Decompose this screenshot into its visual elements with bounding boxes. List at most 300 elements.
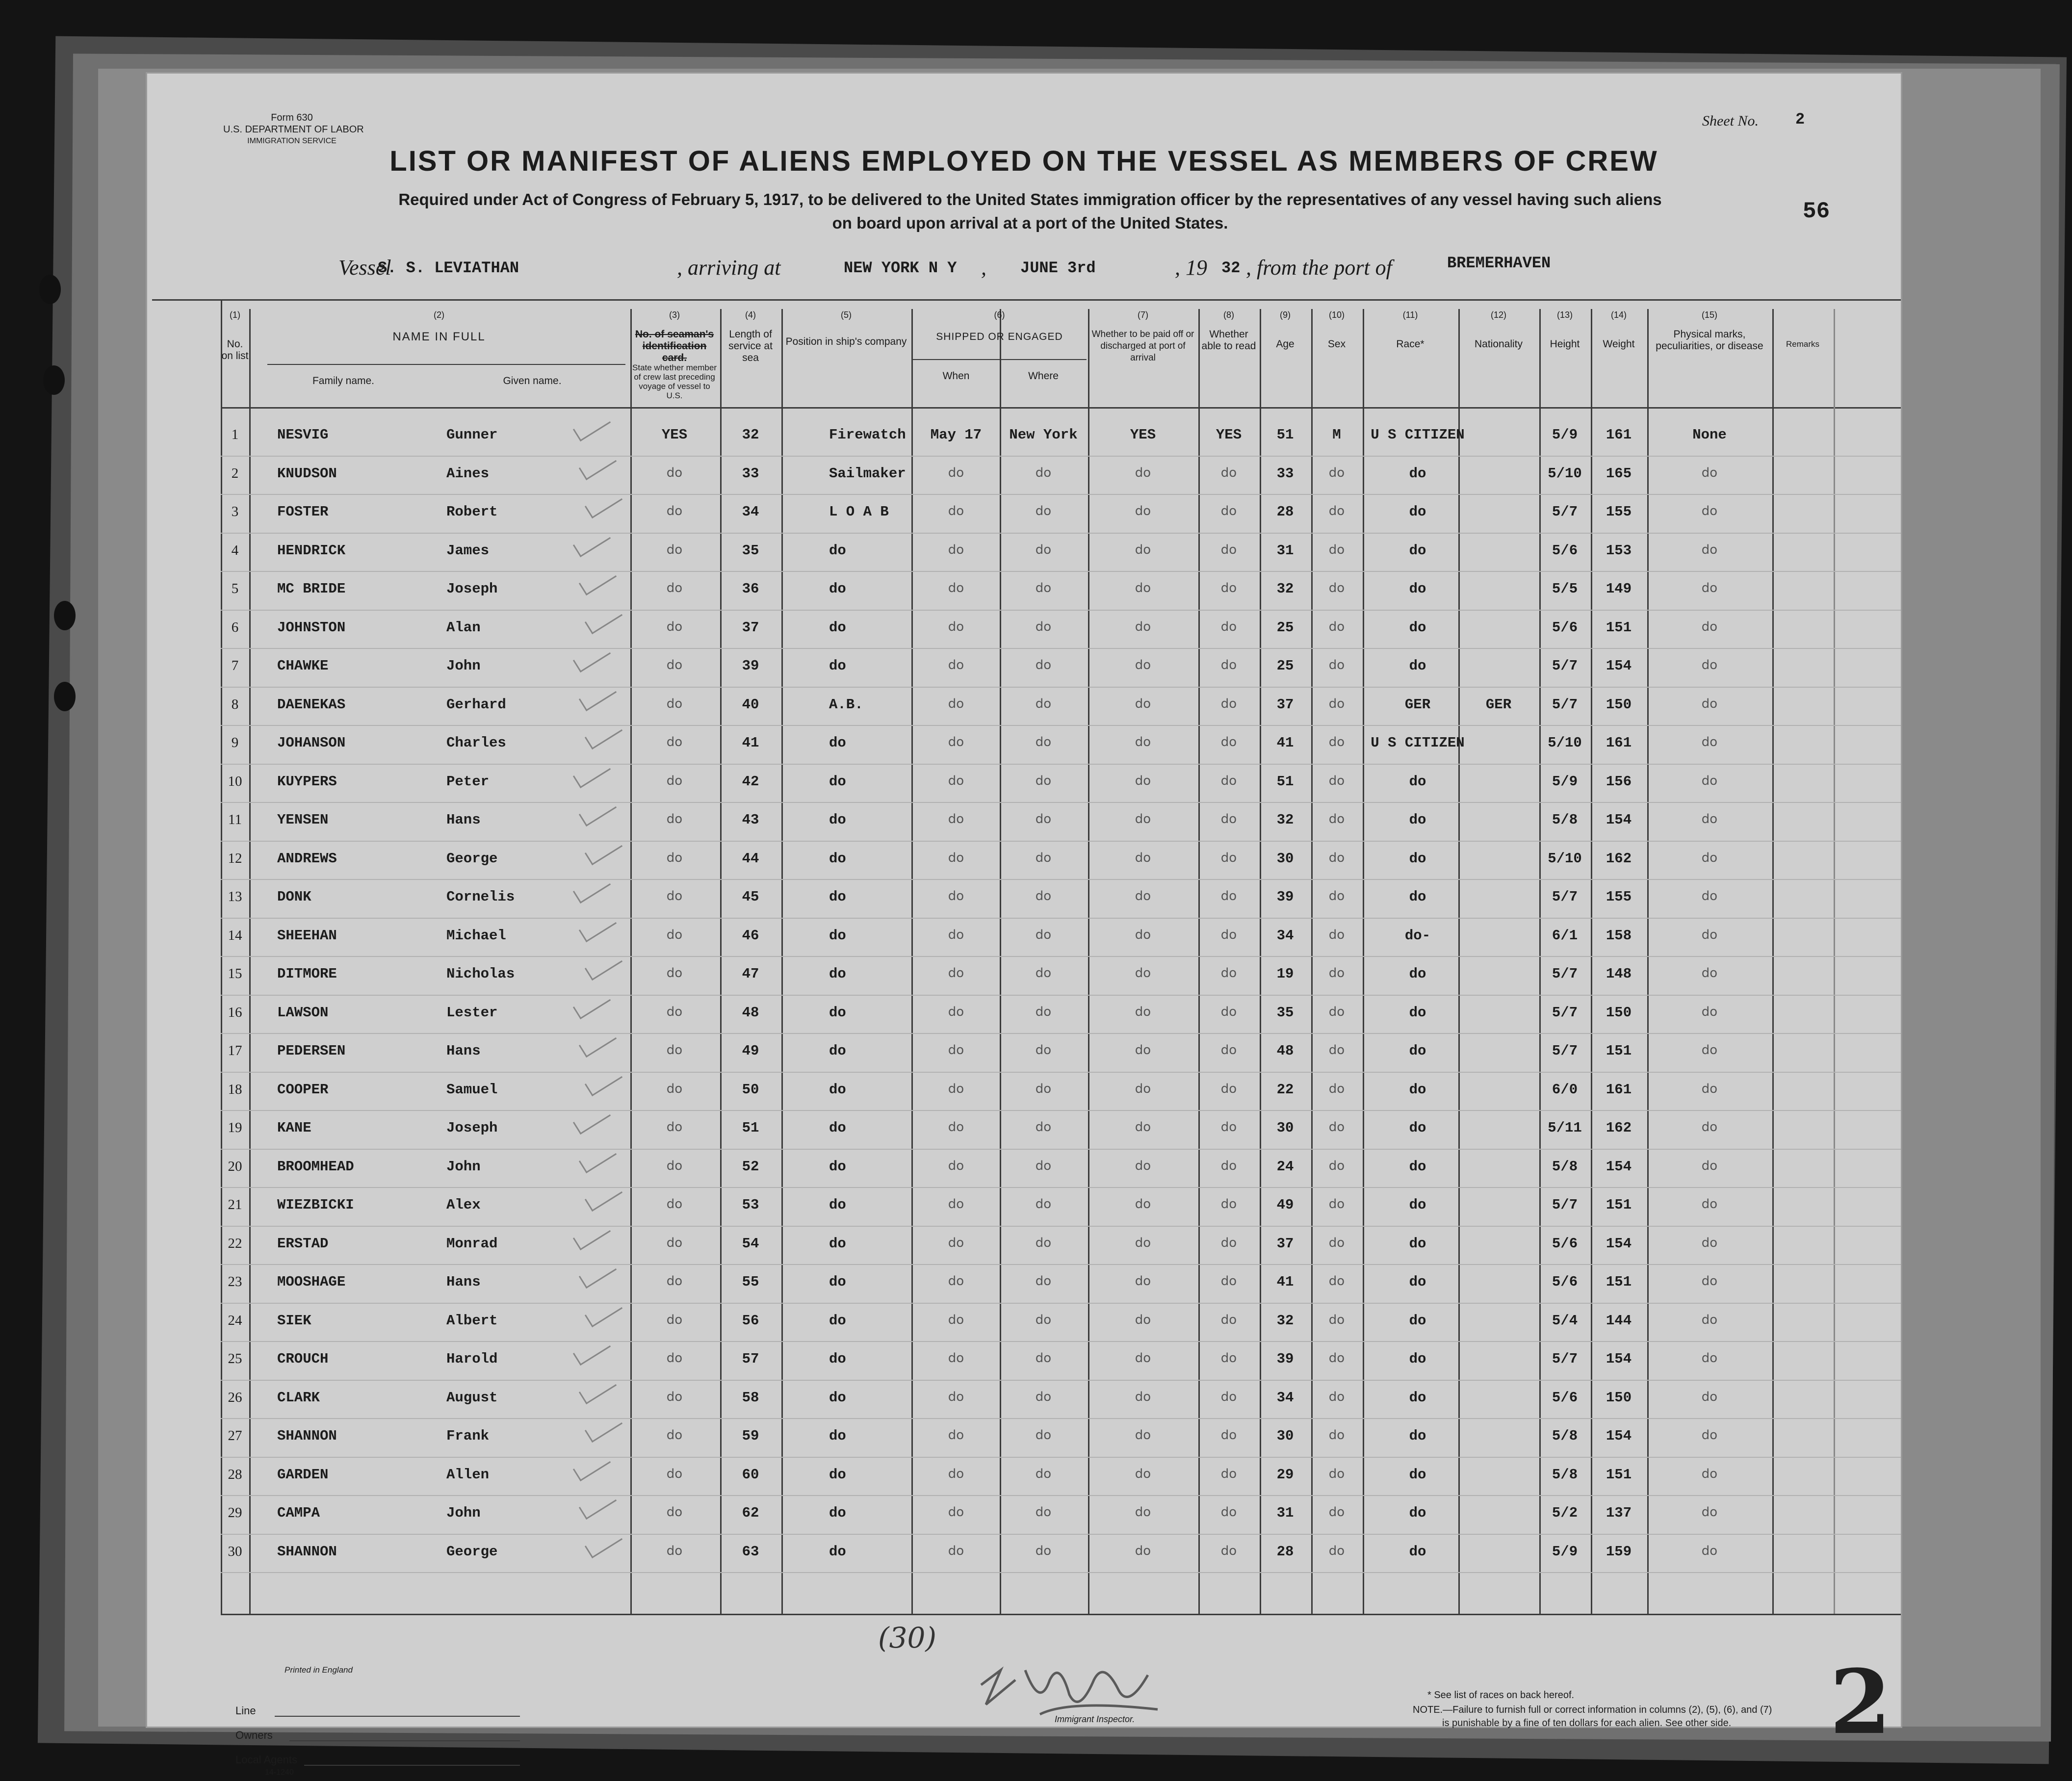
- cell-read: do: [1220, 1120, 1237, 1135]
- cell-service: 43: [742, 812, 759, 828]
- cell-read: YES: [1216, 427, 1242, 443]
- cell-paid: do: [1135, 1389, 1151, 1404]
- header-length-of-service: Length of service at sea: [728, 329, 773, 363]
- cell-read: do: [1220, 619, 1237, 634]
- cell-age: 31: [1276, 542, 1294, 559]
- cell-service: 52: [742, 1158, 759, 1175]
- cell-given: James: [446, 542, 490, 559]
- cell-prev: do: [666, 966, 683, 981]
- cell-given: Robert: [446, 504, 498, 520]
- header-no-on-list: No. on list: [221, 338, 249, 361]
- cell-weight: 155: [1606, 504, 1632, 520]
- cell-paid: do: [1135, 619, 1151, 634]
- cell-family: WIEZBICKI: [277, 1197, 354, 1213]
- form-number: Form 630: [271, 112, 313, 123]
- cell-age: 49: [1276, 1197, 1294, 1213]
- cell-paid: do: [1135, 1312, 1151, 1327]
- cell-family: CLARK: [277, 1389, 320, 1406]
- cell-no: 30: [228, 1543, 242, 1559]
- document-title: LIST OR MANIFEST OF ALIENS EMPLOYED ON THE VESSEL AS MEMBERS OF CREW: [389, 145, 1658, 177]
- cell-age: 28: [1276, 504, 1294, 520]
- cell-where: do: [1035, 1081, 1052, 1096]
- cell-no: 6: [231, 619, 239, 635]
- cell-paid: do: [1135, 812, 1151, 826]
- cell-position: do: [829, 1043, 846, 1059]
- cell-where: do: [1035, 1466, 1052, 1481]
- cell-given: Harold: [446, 1351, 498, 1367]
- cell-given: George: [446, 850, 498, 867]
- arrival-year: 32: [1221, 259, 1241, 277]
- table-row: [147, 764, 1901, 802]
- cell-prev: do: [666, 696, 683, 711]
- arrival-port: NEW YORK N Y: [844, 259, 957, 277]
- cell-service: 50: [742, 1081, 759, 1098]
- year-prefix: , 19: [1175, 256, 1207, 280]
- cell-no: 22: [228, 1235, 242, 1251]
- cell-height: 5/8: [1552, 1466, 1578, 1483]
- cell-race: do: [1409, 542, 1426, 559]
- cell-sex: do: [1328, 1081, 1345, 1096]
- cell-weight: 148: [1606, 966, 1632, 982]
- cell-given: John: [446, 1158, 481, 1175]
- line-label: Line: [235, 1704, 256, 1717]
- cell-paid: do: [1135, 542, 1151, 557]
- cell-when: do: [948, 889, 964, 903]
- table-row: [147, 1495, 1901, 1533]
- cell-given: Nicholas: [446, 966, 515, 982]
- cell-service: 49: [742, 1043, 759, 1059]
- cell-phys: do: [1701, 658, 1718, 672]
- cell-position: do: [829, 1274, 846, 1290]
- cell-prev: do: [666, 1543, 683, 1558]
- cell-prev: do: [666, 1274, 683, 1289]
- cell-sex: do: [1328, 927, 1345, 942]
- cell-no: 26: [228, 1389, 242, 1405]
- cell-age: 37: [1276, 1235, 1294, 1252]
- cell-height: 5/7: [1552, 504, 1578, 520]
- cell-read: do: [1220, 1466, 1237, 1481]
- cell-service: 63: [742, 1543, 759, 1560]
- cell-read: do: [1220, 658, 1237, 672]
- cell-prev: do: [666, 735, 683, 749]
- cell-sex: do: [1328, 1120, 1345, 1135]
- cell-phys: do: [1701, 1120, 1718, 1135]
- form-header: [223, 112, 364, 147]
- cell-phys: do: [1701, 1389, 1718, 1404]
- cell-phys: do: [1701, 889, 1718, 903]
- cell-weight: 154: [1606, 1235, 1632, 1252]
- cell-service: 37: [742, 619, 759, 636]
- cell-race: do: [1409, 1466, 1426, 1483]
- cell-when: do: [948, 1158, 964, 1173]
- page-number: 56: [1803, 199, 1830, 224]
- cell-read: do: [1220, 465, 1237, 480]
- cell-given: August: [446, 1389, 498, 1406]
- cell-paid: do: [1135, 1505, 1151, 1520]
- table-row: [147, 1226, 1901, 1264]
- cell-race: do: [1409, 1004, 1426, 1021]
- service-name: IMMIGRATION SERVICE: [247, 137, 337, 145]
- cell-sex: do: [1328, 1543, 1345, 1558]
- cell-where: do: [1035, 927, 1052, 942]
- cell-phys: do: [1701, 735, 1718, 749]
- cell-paid: do: [1135, 1081, 1151, 1096]
- cell-race: do: [1409, 1389, 1426, 1406]
- cell-sex: do: [1328, 1197, 1345, 1212]
- column-number: (15): [1701, 310, 1717, 320]
- cell-no: 12: [228, 850, 242, 866]
- cell-weight: 161: [1606, 1081, 1632, 1098]
- from-port-label: , from the port of: [1246, 256, 1392, 280]
- cell-prev: do: [666, 927, 683, 942]
- cell-position: do: [829, 1312, 846, 1329]
- cell-race: do: [1409, 581, 1426, 597]
- cell-given: Alex: [446, 1197, 481, 1213]
- cell-height: 5/5: [1552, 581, 1578, 597]
- cell-weight: 165: [1606, 465, 1632, 482]
- cell-where: do: [1035, 1120, 1052, 1135]
- cell-no: 13: [228, 889, 242, 904]
- cell-phys: do: [1701, 542, 1718, 557]
- cell-no: 28: [228, 1466, 242, 1482]
- cell-age: 34: [1276, 927, 1294, 944]
- cell-service: 41: [742, 735, 759, 751]
- cell-weight: 159: [1606, 1543, 1632, 1560]
- cell-position: do: [829, 658, 846, 674]
- cell-where: do: [1035, 1235, 1052, 1250]
- cell-when: do: [948, 1312, 964, 1327]
- cell-read: do: [1220, 1428, 1237, 1443]
- cell-no: 21: [228, 1197, 242, 1213]
- cell-race: do-: [1404, 927, 1431, 944]
- inspector-signature: [971, 1651, 1177, 1719]
- cell-sex: do: [1328, 812, 1345, 826]
- cell-age: 34: [1276, 1389, 1294, 1406]
- cell-service: 32: [742, 427, 759, 443]
- table-row: [147, 1534, 1901, 1572]
- cell-weight: 156: [1606, 773, 1632, 790]
- cell-when: do: [948, 1004, 964, 1019]
- cell-family: PEDERSEN: [277, 1043, 346, 1059]
- cell-race: do: [1409, 1428, 1426, 1444]
- cell-weight: 137: [1606, 1505, 1632, 1521]
- header-seaman-card: No. of seaman's identification card.: [635, 329, 714, 363]
- column-number: (9): [1280, 310, 1291, 320]
- cell-where: do: [1035, 1543, 1052, 1558]
- cell-age: 31: [1276, 1505, 1294, 1521]
- cell-where: do: [1035, 1428, 1052, 1443]
- cell-where: do: [1035, 581, 1052, 595]
- cell-given: Lester: [446, 1004, 498, 1021]
- cell-service: 51: [742, 1120, 759, 1136]
- cell-phys: do: [1701, 1043, 1718, 1058]
- cell-prev: do: [666, 850, 683, 865]
- cell-weight: 155: [1606, 889, 1632, 905]
- cell-read: do: [1220, 1505, 1237, 1520]
- cell-height: 5/10: [1548, 735, 1582, 751]
- cell-service: 36: [742, 581, 759, 597]
- cell-read: do: [1220, 1312, 1237, 1327]
- owners-label: Owners: [235, 1729, 273, 1741]
- cell-family: NESVIG: [277, 427, 329, 443]
- cell-height: 5/10: [1548, 465, 1582, 482]
- penalty-note-1: NOTE.—Failure to furnish full or correct information in columns (2), (5), (6), and (7): [1413, 1704, 1772, 1715]
- cell-family: CHAWKE: [277, 658, 329, 674]
- cell-weight: 158: [1606, 927, 1632, 944]
- cell-given: Albert: [446, 1312, 498, 1329]
- header-age: Age: [1276, 338, 1295, 350]
- cell-weight: 149: [1606, 581, 1632, 597]
- cell-height: 5/4: [1552, 1312, 1578, 1329]
- table-row: [147, 1264, 1901, 1302]
- cell-age: 39: [1276, 1351, 1294, 1367]
- cell-family: CAMPA: [277, 1505, 320, 1521]
- cell-family: FOSTER: [277, 504, 329, 520]
- column-number: (12): [1490, 310, 1506, 320]
- cell-age: 19: [1276, 966, 1294, 982]
- table-row: [147, 918, 1901, 956]
- cell-height: 5/7: [1552, 1351, 1578, 1367]
- cell-sex: do: [1328, 619, 1345, 634]
- cell-phys: do: [1701, 1158, 1718, 1173]
- cell-sex: do: [1328, 1351, 1345, 1366]
- cell-service: 44: [742, 850, 759, 867]
- cell-where: do: [1035, 504, 1052, 518]
- cell-when: May 17: [930, 427, 982, 443]
- table-row: [147, 571, 1901, 609]
- cell-race: do: [1409, 1274, 1426, 1290]
- cell-where: do: [1035, 850, 1052, 865]
- cell-family: YENSEN: [277, 812, 329, 828]
- cell-where: New York: [1009, 427, 1078, 443]
- table-row: [147, 879, 1901, 917]
- cell-race: U S CITIZEN: [1371, 427, 1465, 443]
- cell-prev: do: [666, 1120, 683, 1135]
- document-subtitle: [343, 188, 1717, 235]
- cell-phys: do: [1701, 1197, 1718, 1212]
- cell-weight: 162: [1606, 850, 1632, 867]
- cell-position: L O A B: [829, 504, 889, 520]
- cell-no: 4: [231, 542, 239, 558]
- cell-family: JOHANSON: [277, 735, 346, 751]
- cell-when: do: [948, 619, 964, 634]
- cell-given: Michael: [446, 927, 506, 944]
- cell-given: George: [446, 1543, 498, 1560]
- header-family-name: Family name.: [312, 375, 375, 387]
- cell-service: 39: [742, 658, 759, 674]
- cell-age: 51: [1276, 427, 1294, 443]
- table-row: [147, 1033, 1901, 1071]
- cell-phys: do: [1701, 1543, 1718, 1558]
- cell-prev: do: [666, 1004, 683, 1019]
- column-number: (4): [745, 310, 756, 320]
- cell-race: do: [1409, 1351, 1426, 1367]
- cell-no: 7: [231, 658, 239, 673]
- manifest-sheet: Form 630 U.S. DEPARTMENT OF LABOR IMMIGRATION SERVICE Sheet No. 2 56 LIST OR MANIFEST OF ALIENS EMPLOYED ON THE VESSEL AS MEMBERS OF CREW Required under Act of Congress of February 5, 1917, to be delivered to the United States immigration officer by the representatives of any vessel having such aliens on board upon arrival at a port of the United States. Vessel S. S. LEVIATHAN , arriving at NEW YORK N Y , JUNE 3rd , 19 32 , from the port of BREMERHAVEN (1) (2) (3) (4) (5) (6) (7) (8) (9) (10) (11) (12) (13) (14) (15) No. on list NAME IN FULL Family name. Given name. No. of seaman's identification card. State whether member of crew last preceding voyage of vessel to U.S. Length of service at sea Position in ship's company SHIPPED OR ENGAGED When Where Whether to be paid off or discharged at port of arrival Whether able to read Age Sex Race* Nationality Height Weight Physical marks, peculiarities, or disease Remarks 1 NESVIG Gunner YES 32 Firewatch May 17 New York YES YES 51 M U S CITIZEN 5/9 161 None 2 KNUDSON Aines do 33 Sailmaker do do do do 33 do do 5/10 165 do 3 FOSTER Robert do 34 L O A B do do do do 28 do do 5/7 155 do 4 HENDRICK James do 35 do do do do do 31 do do 5/6 153 do 5 MC BRIDE Joseph do 36 do do do do do 32 do do 5/5 149 do 6 JOHNSTON Alan do 37 do do do do do 25 do do 5/6 151 do 7 CHAWKE John do 39 do do do do do 25 do do 5/7 154 do 8 DAENEKAS Gerhard do 40 A.B. do do do do 37 do GER GER 5/7 150 do 9 JOHANSON Charles do 41 do do do do do 41 do U S CITIZEN 5/10 161 do 10 KUYPERS Peter do 42 do do do do do 51 do do 5/9 156 do 11 YENSEN Hans do 43 do do do do do 32 do do 5/8 154 do 12 ANDREWS George do 44 do do do do do 30 do do 5/10 162 do 13 DONK Cornelis do 45 do do do do do 39 do do 5/7 155 do 14 SHEEHAN Michael do 46 do do do do do 34 do do- 6/1 158 do 15 DITMORE Nicholas do 47 do do do do do 19 do do 5/7 148 do 16 LAWSON Lester do 48 do do do do do 35 do do 5/7 150 do 17 PEDERSEN Hans do 49 do do do do do 48 do do 5/7 151 do 18 COOPER Samuel do 50 do do do do do 22 do do 6/0 161 do 19 KANE Joseph do 51 do do do do do 30 do do 5/11 162 do 20 BROOMHEAD John do 52 do do do do do 24 do do 5/8 154 do 21 WIEZBICKI Alex do 53 do do do do do 49 do do 5/7 151 do 22 ERSTAD Monrad do 54 do do do do do 37 do do 5/6 154 do 23 MOOSHAGE Hans do 55 do do do do do 41 do do 5/6 151 do 24 SIEK Albert do 56 do do do do do 32 do do 5/4 144 do 25 CROUCH Harold do 57 do do do do do 39 do do 5/7 154 do 26 CLARK August do 58 do do do do do 34 do do 5/6 150 do 27 SHANNON Frank do 59 do do do do do 30 do do 5/8 154 do 28 GARDEN Allen do 60 do do do do do 29 do do 5/8 151 do 29 CAMPA John do 62 do do do do do 31 do do 5/2 137 do 30 SHANNON George do 63 do do do do do 28 do do 5/9 159 do Printed in England Line Owners Local Agents 14-1240 (30) Immigrant Inspector. * See list of races on back hereof. NOTE.—Failure to furnish full or correct information in columns (2), (5), (6), and (7) is punishable by a fine of ten dollars for each alien. See other side. 2: [147, 74, 1901, 1727]
- cell-when: do: [948, 1505, 964, 1520]
- cell-service: 46: [742, 927, 759, 944]
- cell-family: ANDREWS: [277, 850, 337, 867]
- cell-family: MC BRIDE: [277, 581, 346, 597]
- cell-family: LAWSON: [277, 1004, 329, 1021]
- cell-family: KUYPERS: [277, 773, 337, 790]
- cell-given: Hans: [446, 812, 481, 828]
- cell-phys: do: [1701, 773, 1718, 788]
- cell-given: Frank: [446, 1428, 490, 1444]
- cell-position: A.B.: [829, 696, 863, 713]
- cell-race: do: [1409, 1120, 1426, 1136]
- cell-paid: do: [1135, 1466, 1151, 1481]
- form-code: 14-1240: [265, 1768, 294, 1777]
- cell-read: do: [1220, 812, 1237, 826]
- cell-position: do: [829, 1351, 846, 1367]
- cell-phys: do: [1701, 812, 1718, 826]
- cell-where: do: [1035, 735, 1052, 749]
- cell-when: do: [948, 696, 964, 711]
- cell-where: do: [1035, 773, 1052, 788]
- cell-position: do: [829, 1120, 846, 1136]
- cell-weight: 153: [1606, 542, 1632, 559]
- cell-given: Hans: [446, 1274, 481, 1290]
- cell-weight: 154: [1606, 812, 1632, 828]
- cell-phys: do: [1701, 581, 1718, 595]
- cell-service: 48: [742, 1004, 759, 1021]
- cell-prev: do: [666, 504, 683, 518]
- cell-height: 5/8: [1552, 1158, 1578, 1175]
- cell-no: 1: [231, 427, 239, 442]
- cell-weight: 151: [1606, 619, 1632, 636]
- cell-no: 24: [228, 1312, 242, 1328]
- cell-family: MOOSHAGE: [277, 1274, 346, 1290]
- cell-family: KANE: [277, 1120, 311, 1136]
- cell-when: do: [948, 1197, 964, 1212]
- cell-given: Gunner: [446, 427, 498, 443]
- cell-race: do: [1409, 812, 1426, 828]
- cell-paid: do: [1135, 1004, 1151, 1019]
- table-row: [147, 995, 1901, 1033]
- cell-age: 30: [1276, 1428, 1294, 1444]
- cell-when: do: [948, 504, 964, 518]
- cell-position: Sailmaker: [829, 465, 906, 482]
- cell-given: Samuel: [446, 1081, 498, 1098]
- cell-position: do: [829, 1081, 846, 1098]
- cell-height: 5/8: [1552, 812, 1578, 828]
- cell-age: 25: [1276, 658, 1294, 674]
- cell-when: do: [948, 966, 964, 981]
- cell-given: Aines: [446, 465, 490, 482]
- cell-paid: do: [1135, 465, 1151, 480]
- cell-weight: 154: [1606, 1158, 1632, 1175]
- cell-sex: do: [1328, 1505, 1345, 1520]
- cell-phys: do: [1701, 966, 1718, 981]
- cell-race: do: [1409, 1043, 1426, 1059]
- cell-service: 45: [742, 889, 759, 905]
- table-row: [147, 956, 1901, 994]
- cell-height: 5/8: [1552, 1428, 1578, 1444]
- cell-position: do: [829, 889, 846, 905]
- cell-no: 9: [231, 735, 239, 750]
- cell-family: SIEK: [277, 1312, 311, 1329]
- cell-read: do: [1220, 1274, 1237, 1289]
- cell-age: 41: [1276, 735, 1294, 751]
- cell-position: do: [829, 1197, 846, 1213]
- cell-where: do: [1035, 1274, 1052, 1289]
- cell-position: do: [829, 966, 846, 982]
- cell-race: do: [1409, 966, 1426, 982]
- cell-age: 37: [1276, 696, 1294, 713]
- cell-height: 5/10: [1548, 850, 1582, 867]
- cell-position: do: [829, 581, 846, 597]
- cell-sex: do: [1328, 889, 1345, 903]
- cell-prev: do: [666, 889, 683, 903]
- cell-family: HENDRICK: [277, 542, 346, 559]
- cell-family: KNUDSON: [277, 465, 337, 482]
- table-row: [147, 648, 1901, 686]
- cell-weight: 154: [1606, 658, 1632, 674]
- cell-where: do: [1035, 1351, 1052, 1366]
- header-nationality: Nationality: [1474, 338, 1523, 350]
- cell-given: Allen: [446, 1466, 490, 1483]
- cell-age: 24: [1276, 1158, 1294, 1175]
- cell-read: do: [1220, 850, 1237, 865]
- table-row: [147, 802, 1901, 840]
- cell-paid: YES: [1130, 427, 1156, 443]
- cell-family: SHANNON: [277, 1543, 337, 1560]
- cell-no: 10: [228, 773, 242, 789]
- cell-when: do: [948, 1389, 964, 1404]
- cell-read: do: [1220, 1543, 1237, 1558]
- column-number: (2): [434, 310, 444, 320]
- cell-age: 28: [1276, 1543, 1294, 1560]
- cell-position: do: [829, 850, 846, 867]
- cell-age: 48: [1276, 1043, 1294, 1059]
- cell-paid: do: [1135, 504, 1151, 518]
- cell-age: 22: [1276, 1081, 1294, 1098]
- table-row: [147, 1380, 1901, 1418]
- cell-sex: M: [1332, 427, 1341, 443]
- cell-when: do: [948, 1543, 964, 1558]
- cell-paid: do: [1135, 1543, 1151, 1558]
- cell-paid: do: [1135, 1428, 1151, 1443]
- cell-phys: do: [1701, 927, 1718, 942]
- cell-service: 54: [742, 1235, 759, 1252]
- cell-sex: do: [1328, 581, 1345, 595]
- cell-no: 8: [231, 696, 239, 712]
- header-when: When: [942, 370, 970, 382]
- column-number: (5): [841, 310, 852, 320]
- cell-service: 58: [742, 1389, 759, 1406]
- cell-prev: do: [666, 1389, 683, 1404]
- cell-read: do: [1220, 1389, 1237, 1404]
- cell-read: do: [1220, 542, 1237, 557]
- table-row: [147, 1072, 1901, 1110]
- cell-weight: 151: [1606, 1466, 1632, 1483]
- column-number: (11): [1402, 310, 1418, 320]
- cell-sex: do: [1328, 966, 1345, 981]
- cell-sex: do: [1328, 658, 1345, 672]
- cell-prev: do: [666, 1351, 683, 1366]
- cell-family: DITMORE: [277, 966, 337, 982]
- cell-phys: do: [1701, 465, 1718, 480]
- cell-height: 5/6: [1552, 619, 1578, 636]
- cell-position: do: [829, 1004, 846, 1021]
- cell-where: do: [1035, 619, 1052, 634]
- cell-race: do: [1409, 1158, 1426, 1175]
- table-row: [147, 533, 1901, 571]
- cell-given: Monrad: [446, 1235, 498, 1252]
- cell-no: 16: [228, 1004, 242, 1020]
- cell-given: Joseph: [446, 581, 498, 597]
